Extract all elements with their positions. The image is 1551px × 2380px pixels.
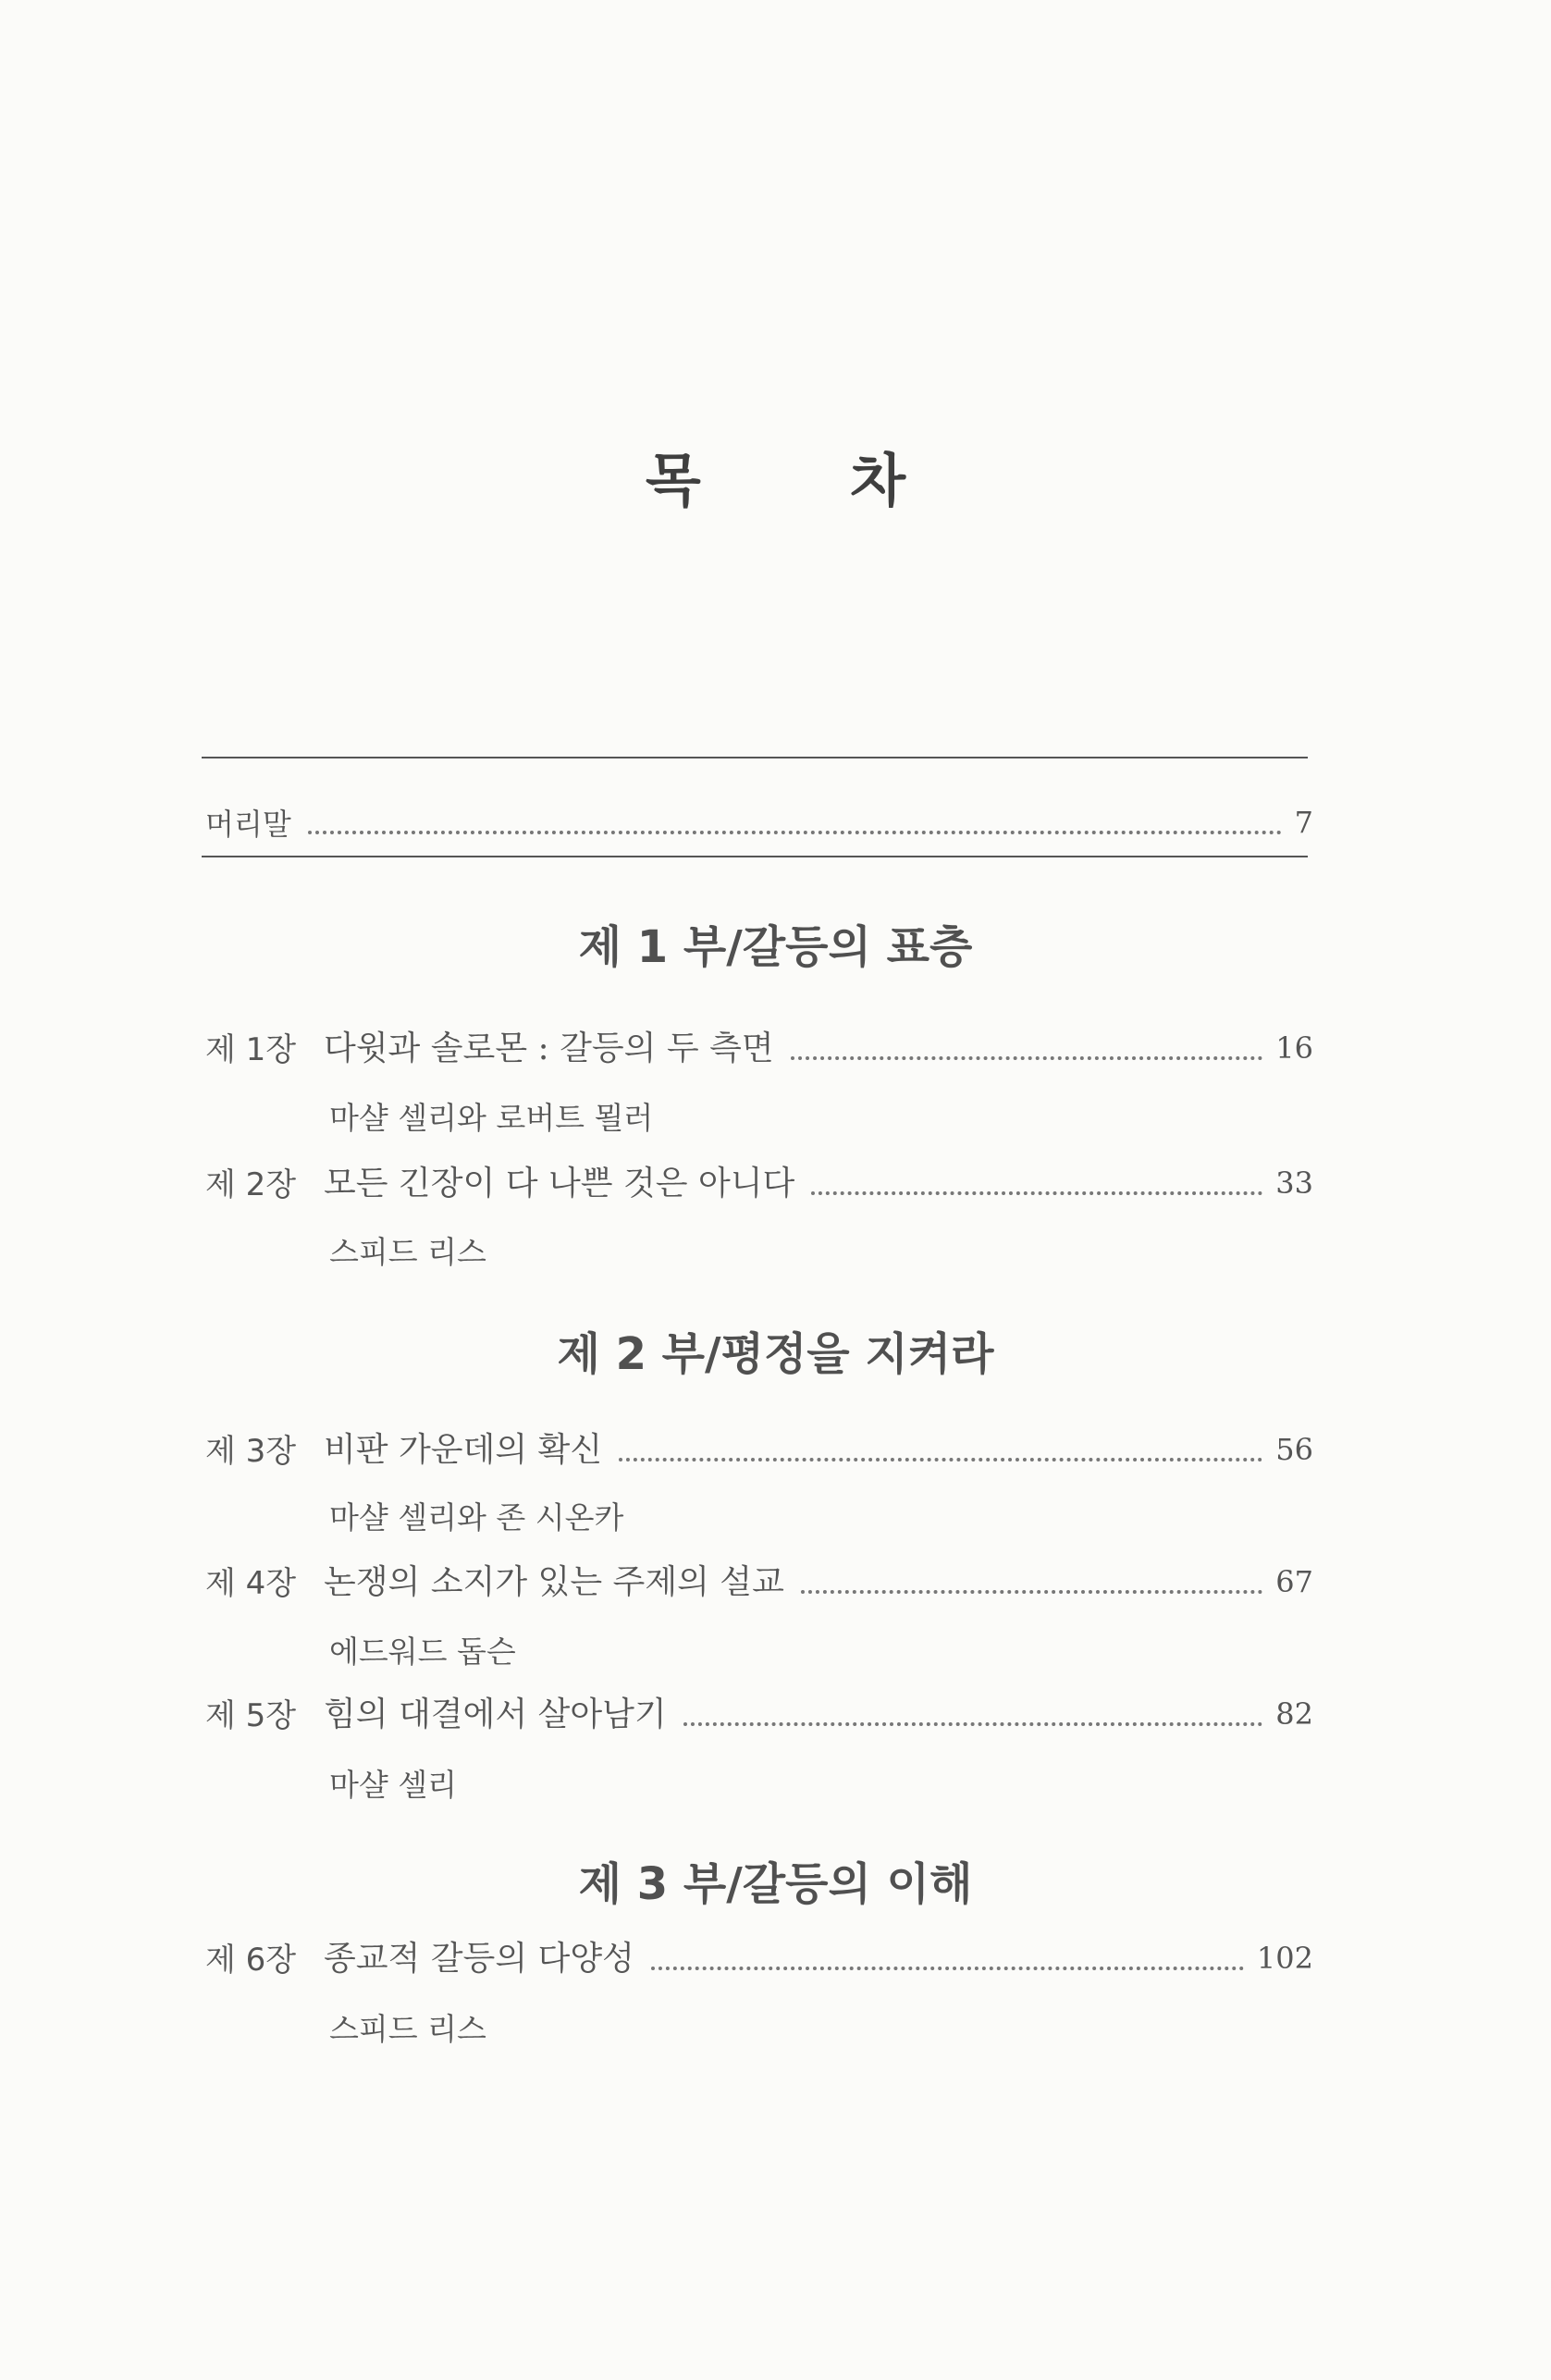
toc-entry-chapter[interactable] — [205, 1548, 1313, 1603]
chapter-title: 힘의 대결에서 살아남기 — [324, 1696, 667, 1733]
dot-leader — [801, 1590, 1262, 1594]
chapter-title: 다윗과 솔로몬 : 갈등의 두 측면 — [324, 1030, 774, 1067]
dot-leader — [619, 1458, 1262, 1461]
page-number: 56 — [1275, 1432, 1313, 1467]
chapter-author: 마샬 셀리 — [329, 1767, 458, 1803]
chapter-author: 마샬 셀리와 존 시온카 — [329, 1499, 624, 1535]
chapter-author: 스피드 리스 — [329, 2011, 486, 2047]
page-number: 33 — [1275, 1165, 1313, 1201]
chapter-number: 제 3장 — [205, 1433, 297, 1470]
chapter-number: 제 2장 — [205, 1166, 297, 1203]
chapter-author: 에드워드 돕슨 — [329, 1634, 516, 1670]
page-number: 67 — [1275, 1564, 1313, 1599]
chapter-number: 제 5장 — [205, 1697, 297, 1734]
toc-entry-chapter[interactable] — [205, 1014, 1313, 1069]
part-heading: 제 3 부/갈등의 이해 — [578, 1858, 973, 1910]
chapter-number: 제 6장 — [205, 1942, 297, 1979]
chapter-title: 논쟁의 소지가 있는 주제의 설교 — [324, 1563, 784, 1601]
toc-entry-chapter[interactable] — [205, 1415, 1313, 1471]
toc-entry-chapter[interactable] — [205, 1149, 1313, 1204]
divider-top — [202, 757, 1308, 758]
dot-leader — [811, 1191, 1262, 1195]
toc-entry-chapter[interactable] — [205, 1924, 1313, 1979]
page-title: 목 차 — [645, 447, 971, 514]
page-number: 16 — [1275, 1030, 1313, 1066]
page-number: 102 — [1256, 1941, 1313, 1976]
chapter-title: 종교적 갈등의 다양성 — [324, 1940, 634, 1978]
chapter-number: 제 1장 — [205, 1031, 297, 1068]
dot-leader — [308, 831, 1282, 834]
page-number: 7 — [1294, 805, 1313, 840]
dot-leader — [651, 1967, 1244, 1970]
chapter-title: 비판 가운데의 확신 — [324, 1431, 603, 1469]
toc-entry-chapter[interactable] — [205, 1680, 1313, 1735]
chapter-number: 제 4장 — [205, 1565, 297, 1602]
dot-leader — [791, 1056, 1263, 1060]
dot-leader — [683, 1722, 1263, 1726]
page-number: 82 — [1275, 1696, 1313, 1732]
part-heading: 제 1 부/갈등의 표층 — [578, 921, 973, 973]
chapter-author: 마샬 셀리와 로버트 묄러 — [329, 1100, 654, 1136]
chapter-title: 모든 긴장이 다 나쁜 것은 아니다 — [324, 1165, 795, 1202]
divider-bottom — [202, 856, 1308, 857]
part-heading: 제 2 부/평정을 지켜라 — [557, 1328, 994, 1380]
chapter-author: 스피드 리스 — [329, 1234, 486, 1270]
toc-entry-preface[interactable] — [205, 788, 1313, 844]
preface-title: 머리말 — [205, 807, 291, 842]
